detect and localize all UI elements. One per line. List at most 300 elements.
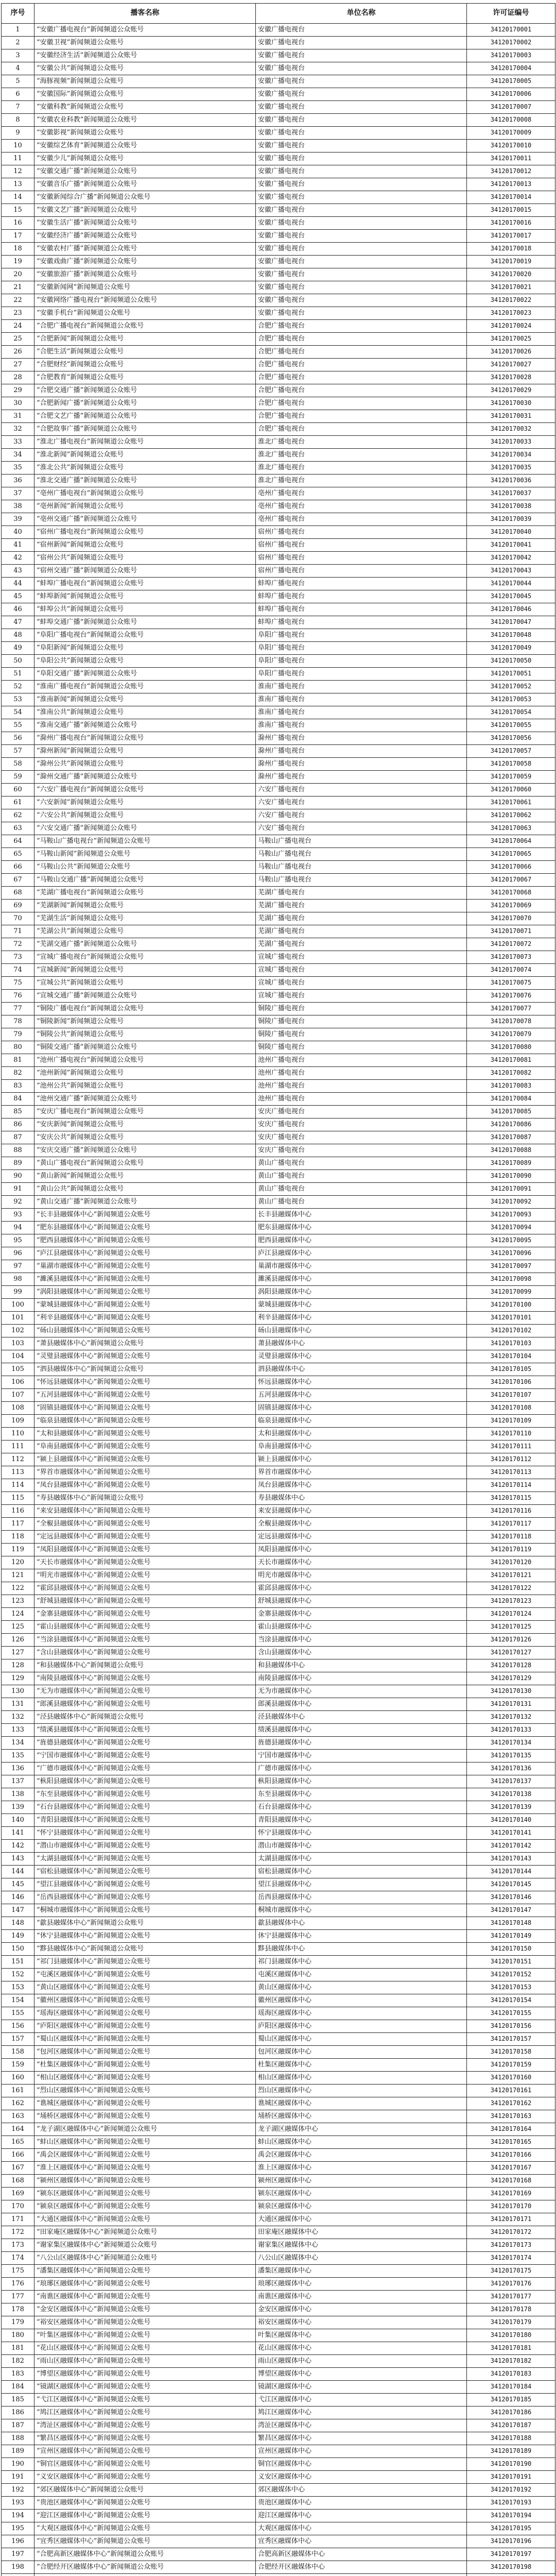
table-row [2, 1041, 555, 1054]
podcast-name: “合肥财经”新闻频道公众账号 [34, 359, 256, 371]
license-number: 34120170145 [467, 1878, 555, 1891]
table-row [2, 436, 555, 449]
table-row [2, 2561, 555, 2574]
license-number: 34120170120 [467, 1556, 555, 1569]
podcast-name: “淮南交通广播”新闻频道公众账号 [34, 719, 256, 732]
table-row [2, 2522, 555, 2535]
podcast-name: “池州广播电视台”新闻频道公众账号 [34, 1054, 256, 1067]
license-number: 34120170148 [467, 1917, 555, 1930]
row-number: 151 [2, 1956, 34, 1969]
unit-name: 黄山广播电视台 [256, 1170, 467, 1183]
row-number: 144 [2, 1866, 34, 1878]
podcast-name: “铜陵新闻”新闻频道公众账号 [34, 1015, 256, 1028]
table-row [2, 1956, 555, 1969]
row-number: 190 [2, 2458, 34, 2471]
unit-name: 宣城广播电视台 [256, 951, 467, 964]
table-row [2, 2239, 555, 2252]
table-row [2, 1788, 555, 1801]
license-number: 34120170143 [467, 1853, 555, 1866]
table-row [2, 668, 555, 681]
podcast-name: “来安县融媒体中心”新闻频道公众账号 [34, 1505, 256, 1518]
podcast-name: “石台县融媒体中心”新闻频道公众账号 [34, 1801, 256, 1814]
unit-name: 南谯区融媒体中心 [256, 2291, 467, 2303]
row-number: 53 [2, 693, 34, 706]
podcast-name: “大通区融媒体中心”新闻频道公众账号 [34, 2213, 256, 2226]
unit-name: 包河区融媒体中心 [256, 2046, 467, 2059]
license-number: 34120170194 [467, 2510, 555, 2522]
license-number: 34120170070 [467, 912, 555, 925]
unit-name: 颍泉区融媒体中心 [256, 2200, 467, 2213]
table-row [2, 1647, 555, 1659]
license-number: 34120170146 [467, 1891, 555, 1904]
license-number: 34120170136 [467, 1762, 555, 1775]
row-number: 63 [2, 822, 34, 835]
table-row [2, 2342, 555, 2355]
license-number: 34120170172 [467, 2226, 555, 2239]
unit-name: 大观区融媒体中心 [256, 2522, 467, 2535]
table-row [2, 693, 555, 706]
podcast-name: “合肥新闻广播”新闻频道公众账号 [34, 397, 256, 410]
podcast-name: “宣城交通广播”新闻频道公众账号 [34, 990, 256, 1003]
unit-name: 雨山区融媒体中心 [256, 2355, 467, 2368]
row-number: 176 [2, 2278, 34, 2291]
unit-name: 宣城广播电视台 [256, 964, 467, 977]
table-row [2, 719, 555, 732]
unit-name: 迎江区融媒体中心 [256, 2510, 467, 2522]
podcast-name: “安徽手机台”新闻频道公众账号 [34, 307, 256, 320]
podcast-name: “宣州区融媒体中心”新闻频道公众账号 [34, 2445, 256, 2458]
table-row [2, 1556, 555, 1569]
license-number: 34120170091 [467, 1183, 555, 1196]
license-number: 34120170117 [467, 1518, 555, 1531]
table-row [2, 1659, 555, 1672]
unit-name: 滁州广播电视台 [256, 745, 467, 758]
unit-name: 花山区融媒体中心 [256, 2342, 467, 2355]
license-number: 34120170115 [467, 1492, 555, 1505]
table-row [2, 410, 555, 423]
podcast-name: “青阳县融媒体中心”新闻频道公众账号 [34, 1814, 256, 1827]
unit-name: 瑶海区融媒体中心 [256, 2007, 467, 2020]
license-number: 34120170152 [467, 1969, 555, 1981]
podcast-name: “枞阳县融媒体中心”新闻频道公众账号 [34, 1775, 256, 1788]
license-number: 34120170044 [467, 578, 555, 590]
table-row [2, 796, 555, 809]
license-number: 34120170178 [467, 2303, 555, 2316]
row-number: 100 [2, 1299, 34, 1312]
table-row [2, 1093, 555, 1106]
unit-name: 当涂县融媒体中心 [256, 1634, 467, 1647]
unit-name: 青阳县融媒体中心 [256, 1814, 467, 1827]
podcast-name: “安徽科教”新闻频道公众账号 [34, 101, 256, 114]
license-number: 34120170104 [467, 1350, 555, 1363]
table-body [2, 24, 555, 2576]
row-number: 177 [2, 2291, 34, 2303]
row-number: 37 [2, 487, 34, 500]
row-number: 5 [2, 75, 34, 88]
license-number: 34120170131 [467, 1698, 555, 1711]
unit-name: 旌德县融媒体中心 [256, 1737, 467, 1750]
row-number: 112 [2, 1453, 34, 1466]
unit-name: 安徽广播电视台 [256, 165, 467, 178]
row-number: 183 [2, 2368, 34, 2381]
row-number: 79 [2, 1028, 34, 1041]
unit-name: 安徽广播电视台 [256, 127, 467, 140]
row-number: 65 [2, 848, 34, 861]
table-row [2, 861, 555, 874]
podcast-name: “颍泉区融媒体中心”新闻频道公众账号 [34, 2200, 256, 2213]
table-row [2, 191, 555, 204]
unit-name: 阜阳广播电视台 [256, 642, 467, 655]
row-number: 39 [2, 513, 34, 526]
podcast-name: “淮北广播电视台”新闻频道公众账号 [34, 436, 256, 449]
row-number: 198 [2, 2561, 34, 2574]
row-number: 29 [2, 384, 34, 397]
license-number: 34120170032 [467, 423, 555, 436]
unit-name: 淮南广播电视台 [256, 693, 467, 706]
license-number: 34120170058 [467, 758, 555, 771]
unit-name: 安徽广播电视台 [256, 24, 467, 37]
table-row [2, 1402, 555, 1415]
license-number: 34120170187 [467, 2419, 555, 2432]
podcast-name: “霍邱县融媒体中心”新闻频道公众账号 [34, 1582, 256, 1595]
table-row [2, 1106, 555, 1118]
license-number: 34120170081 [467, 1054, 555, 1067]
license-number: 34120170190 [467, 2458, 555, 2471]
row-number: 134 [2, 1737, 34, 1750]
unit-name: 望江县融媒体中心 [256, 1878, 467, 1891]
license-number: 34120170009 [467, 127, 555, 140]
unit-name: 来安县融媒体中心 [256, 1505, 467, 1518]
unit-name: 泗县融媒体中心 [256, 1363, 467, 1376]
unit-name: 安庆广播电视台 [256, 1144, 467, 1157]
row-number: 11 [2, 152, 34, 165]
podcast-name: “天长市融媒体中心”新闻频道公众账号 [34, 1556, 256, 1569]
license-number: 34120170110 [467, 1428, 555, 1440]
podcast-name: “潜山市融媒体中心”新闻频道公众账号 [34, 1840, 256, 1853]
row-number: 49 [2, 642, 34, 655]
row-number: 45 [2, 590, 34, 603]
table-row [2, 62, 555, 75]
podcast-name: “颍州区融媒体中心”新闻频道公众账号 [34, 2175, 256, 2188]
license-number: 34120170060 [467, 784, 555, 796]
table-row [2, 848, 555, 861]
unit-name: 八公山区融媒体中心 [256, 2252, 467, 2265]
row-number: 97 [2, 1260, 34, 1273]
podcast-name: “屯溪区融媒体中心”新闻频道公众账号 [34, 1969, 256, 1981]
license-number: 34120170097 [467, 1260, 555, 1273]
license-number: 34120170186 [467, 2406, 555, 2419]
row-number: 24 [2, 320, 34, 333]
table-row [2, 2303, 555, 2316]
podcast-name: “安徽戏曲广播”新闻频道公众账号 [34, 256, 256, 268]
table-row [2, 1131, 555, 1144]
unit-name: 相山区融媒体中心 [256, 2072, 467, 2084]
table-row [2, 165, 555, 178]
unit-name: 安徽广播电视台 [256, 140, 467, 152]
unit-name: 长丰县融媒体中心 [256, 1209, 467, 1222]
table-row [2, 809, 555, 822]
unit-name: 芜湖广播电视台 [256, 887, 467, 900]
unit-name: 黄山区融媒体中心 [256, 1981, 467, 1994]
row-number: 194 [2, 2510, 34, 2522]
podcast-name: “南陵县融媒体中心”新闻频道公众账号 [34, 1672, 256, 1685]
podcast-name: “铜陵公共”新闻频道公众账号 [34, 1028, 256, 1041]
row-number: 101 [2, 1312, 34, 1325]
unit-name: 黟县融媒体中心 [256, 1943, 467, 1956]
row-number: 86 [2, 1118, 34, 1131]
unit-name: 淮南广播电视台 [256, 719, 467, 732]
podcast-name: “裕安区融媒体中心”新闻频道公众账号 [34, 2316, 256, 2329]
podcast-name: “安庆交通广播”新闻频道公众账号 [34, 1144, 256, 1157]
license-number: 34120170109 [467, 1415, 555, 1428]
row-number: 50 [2, 655, 34, 668]
row-number: 196 [2, 2535, 34, 2548]
table-row [2, 655, 555, 668]
podcast-name: “徽州区融媒体中心”新闻频道公众账号 [34, 1994, 256, 2007]
license-number: 34120170182 [467, 2355, 555, 2368]
podcast-name: “海豚视频”新闻频道公众账号 [34, 75, 256, 88]
license-number: 34120170023 [467, 307, 555, 320]
podcast-name: “休宁县融媒体中心”新闻频道公众账号 [34, 1930, 256, 1943]
row-number: 16 [2, 217, 34, 230]
license-number: 34120170133 [467, 1724, 555, 1737]
row-number: 35 [2, 462, 34, 474]
header-name: 播客名称 [34, 4, 256, 24]
podcast-name: “长丰县融媒体中心”新闻频道公众账号 [34, 1209, 256, 1222]
unit-name: 池州广播电视台 [256, 1054, 467, 1067]
unit-name: 枞阳县融媒体中心 [256, 1775, 467, 1788]
table-row [2, 371, 555, 384]
unit-name: 寿县融媒体中心 [256, 1492, 467, 1505]
license-number: 34120170154 [467, 1994, 555, 2007]
row-number: 66 [2, 861, 34, 874]
unit-name: 大通区融媒体中心 [256, 2213, 467, 2226]
row-number: 95 [2, 1234, 34, 1247]
table-row [2, 1891, 555, 1904]
license-number: 34120170055 [467, 719, 555, 732]
podcast-name: “铜官区融媒体中心”新闻频道公众账号 [34, 2458, 256, 2471]
table-row [2, 771, 555, 784]
unit-name: 合肥广播电视台 [256, 333, 467, 346]
license-number: 34120170084 [467, 1093, 555, 1106]
table-row [2, 1878, 555, 1891]
row-number: 12 [2, 165, 34, 178]
license-number: 34120170150 [467, 1943, 555, 1956]
table-row [2, 2368, 555, 2381]
license-number: 34120170090 [467, 1170, 555, 1183]
row-number: 188 [2, 2432, 34, 2445]
table-row [2, 1003, 555, 1015]
license-number: 34120170067 [467, 874, 555, 887]
license-number: 34120170171 [467, 2213, 555, 2226]
unit-name: 六安广播电视台 [256, 822, 467, 835]
table-row [2, 912, 555, 925]
row-number: 114 [2, 1479, 34, 1492]
podcast-name: “铜陵广播电视台”新闻频道公众账号 [34, 1003, 256, 1015]
podcast-name: “池州新闻”新闻频道公众账号 [34, 1067, 256, 1080]
table-row [2, 1685, 555, 1698]
license-number: 34120170017 [467, 230, 555, 243]
unit-name: 祁门县融媒体中心 [256, 1956, 467, 1969]
unit-name: 亳州广播电视台 [256, 500, 467, 513]
table-row [2, 2188, 555, 2200]
table-row [2, 1969, 555, 1981]
podcast-name: “大观区融媒体中心”新闻频道公众账号 [34, 2522, 256, 2535]
row-number: 69 [2, 900, 34, 912]
unit-name: 黄山广播电视台 [256, 1196, 467, 1209]
license-number: 34120170036 [467, 474, 555, 487]
unit-name: 贵池区融媒体中心 [256, 2497, 467, 2510]
table-row [2, 423, 555, 436]
license-number: 34120170050 [467, 655, 555, 668]
license-number: 34120170141 [467, 1827, 555, 1840]
row-number: 77 [2, 1003, 34, 1015]
license-number: 34120170180 [467, 2329, 555, 2342]
row-number: 189 [2, 2445, 34, 2458]
row-number: 141 [2, 1827, 34, 1840]
podcast-name: “全椒县融媒体中心”新闻频道公众账号 [34, 1518, 256, 1531]
license-number: 34120170029 [467, 384, 555, 397]
unit-name: 怀远县融媒体中心 [256, 1376, 467, 1389]
license-number: 34120170012 [467, 165, 555, 178]
table-row [2, 320, 555, 333]
unit-name: 蚌埠广播电视台 [256, 590, 467, 603]
row-number: 4 [2, 62, 34, 75]
license-number: 34120170137 [467, 1775, 555, 1788]
unit-name: 马鞍山广播电视台 [256, 861, 467, 874]
row-number: 115 [2, 1492, 34, 1505]
unit-name: 颍州区融媒体中心 [256, 2175, 467, 2188]
row-number: 98 [2, 1273, 34, 1286]
unit-name: 合肥广播电视台 [256, 397, 467, 410]
podcast-name: “宿松县融媒体中心”新闻频道公众账号 [34, 1866, 256, 1878]
row-number: 83 [2, 1080, 34, 1093]
unit-name: 安徽广播电视台 [256, 256, 467, 268]
unit-name: 芜湖广播电视台 [256, 925, 467, 938]
license-number: 34120170106 [467, 1376, 555, 1389]
row-number: 28 [2, 371, 34, 384]
table-row [2, 2123, 555, 2136]
unit-name: 合肥经开区融媒体中心 [256, 2561, 467, 2574]
row-number: 75 [2, 977, 34, 990]
license-number: 34120170043 [467, 565, 555, 578]
table-row [2, 2007, 555, 2020]
unit-name: 安徽广播电视台 [256, 178, 467, 191]
license-number: 34120170010 [467, 140, 555, 152]
row-number: 111 [2, 1440, 34, 1453]
podcast-name: “阜阳交通广播”新闻频道公众账号 [34, 668, 256, 681]
license-number: 34120170062 [467, 809, 555, 822]
row-number: 2 [2, 37, 34, 49]
row-number: 119 [2, 1544, 34, 1556]
podcast-name: “安徽网络广播电视台”新闻频道公众账号 [34, 294, 256, 307]
unit-name: 铜陵广播电视台 [256, 1003, 467, 1015]
podcast-name: “明光市融媒体中心”新闻频道公众账号 [34, 1569, 256, 1582]
row-number: 163 [2, 2110, 34, 2123]
row-number: 132 [2, 1711, 34, 1724]
license-number: 34120170116 [467, 1505, 555, 1518]
license-number: 34120170126 [467, 1634, 555, 1647]
license-number: 34120170027 [467, 359, 555, 371]
table-row [2, 1440, 555, 1453]
table-row [2, 24, 555, 37]
unit-name: 谯城区融媒体中心 [256, 2097, 467, 2110]
podcast-name: “芜湖交通广播”新闻频道公众账号 [34, 938, 256, 951]
license-number: 34120170160 [467, 2072, 555, 2084]
podcast-name: “蚌埠交通广播”新闻频道公众账号 [34, 616, 256, 629]
podcast-name: “霍山县融媒体中心”新闻频道公众账号 [34, 1621, 256, 1634]
row-number: 118 [2, 1531, 34, 1544]
table-row [2, 1234, 555, 1247]
podcast-name: “含山县融媒体中心”新闻频道公众账号 [34, 1647, 256, 1659]
table-row [2, 1015, 555, 1028]
row-number: 161 [2, 2084, 34, 2097]
unit-name: 安徽广播电视台 [256, 307, 467, 320]
podcast-name: “安庆广播电视台”新闻频道公众账号 [34, 1106, 256, 1118]
podcast-name [34, 2574, 256, 2576]
unit-name: 蒙城县融媒体中心 [256, 1299, 467, 1312]
unit-name: 安徽广播电视台 [256, 37, 467, 49]
table-row [2, 590, 555, 603]
podcast-name: “蚌山区融媒体中心”新闻频道公众账号 [34, 2136, 256, 2149]
row-number: 123 [2, 1595, 34, 1608]
unit-name: 宣城广播电视台 [256, 977, 467, 990]
table-row [2, 1247, 555, 1260]
license-number: 34120170064 [467, 835, 555, 848]
table-row [2, 1750, 555, 1762]
row-number: 185 [2, 2394, 34, 2406]
row-number: 168 [2, 2175, 34, 2188]
unit-name: 宿州广播电视台 [256, 539, 467, 552]
row-number: 23 [2, 307, 34, 320]
unit-name: 安徽广播电视台 [256, 191, 467, 204]
table-row [2, 2355, 555, 2368]
table-row [2, 603, 555, 616]
unit-name: 安徽广播电视台 [256, 62, 467, 75]
table-row [2, 1453, 555, 1466]
license-number [467, 2574, 555, 2576]
table-row [2, 990, 555, 1003]
table-row [2, 1621, 555, 1634]
table-row [2, 1299, 555, 1312]
podcast-name: “相山区融媒体中心”新闻频道公众账号 [34, 2072, 256, 2084]
license-number: 34120170082 [467, 1067, 555, 1080]
license-number: 34120170065 [467, 848, 555, 861]
table-row [2, 1209, 555, 1222]
podcast-name: “芜湖广播电视台”新闻频道公众账号 [34, 887, 256, 900]
license-number: 34120170188 [467, 2432, 555, 2445]
license-number: 34120170134 [467, 1737, 555, 1750]
podcast-name: “安徽生活广播”新闻频道公众账号 [34, 217, 256, 230]
row-number: 82 [2, 1067, 34, 1080]
podcast-name: “砀山县融媒体中心”新闻频道公众账号 [34, 1325, 256, 1337]
unit-name: 铜陵广播电视台 [256, 1041, 467, 1054]
unit-name: 明光市融媒体中心 [256, 1569, 467, 1582]
table-row [2, 1582, 555, 1595]
podcast-name: “庐阳区融媒体中心”新闻频道公众账号 [34, 2020, 256, 2033]
unit-name: 铜官区融媒体中心 [256, 2458, 467, 2471]
unit-name: 马鞍山广播电视台 [256, 835, 467, 848]
unit-name: 涡阳县融媒体中心 [256, 1286, 467, 1299]
row-number: 40 [2, 526, 34, 539]
license-number: 34120170177 [467, 2291, 555, 2303]
table-row [2, 565, 555, 578]
table-row [2, 2329, 555, 2342]
row-number: 140 [2, 1814, 34, 1827]
row-number [2, 2574, 34, 2576]
podcast-name: “定远县融媒体中心”新闻频道公众账号 [34, 1531, 256, 1544]
table-row [2, 1080, 555, 1093]
